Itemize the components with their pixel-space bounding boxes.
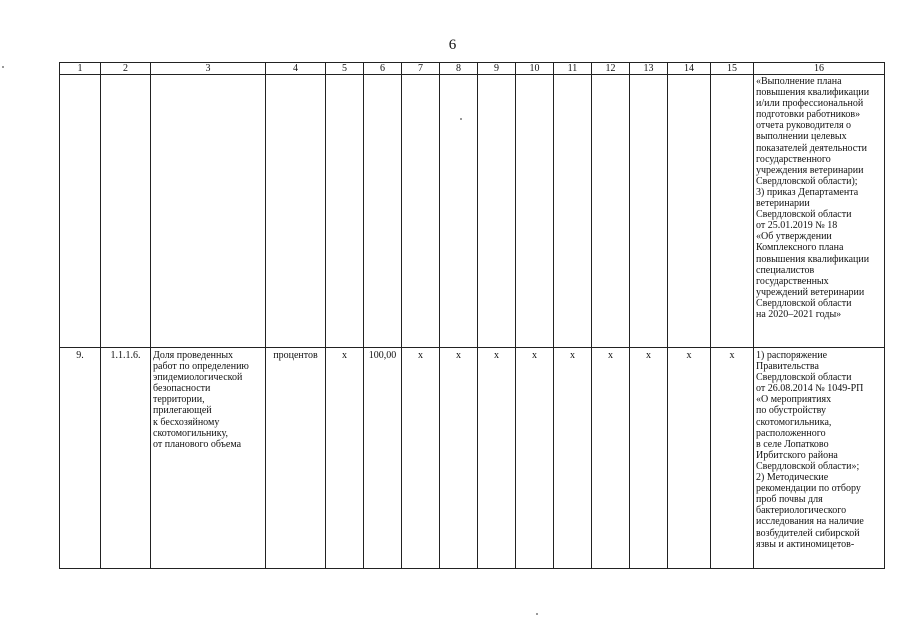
column-header: 11	[554, 63, 592, 75]
table-cell	[326, 75, 364, 348]
page-number: 6	[448, 37, 457, 53]
column-header: 16	[754, 63, 885, 75]
table-cell	[711, 75, 754, 348]
value-cell: x	[516, 348, 554, 569]
table-cell	[440, 75, 478, 348]
column-header: 7	[402, 63, 440, 75]
table-cell	[151, 75, 266, 348]
continuation-row	[60, 75, 885, 348]
column-header: 3	[151, 63, 266, 75]
table-cell	[60, 75, 101, 348]
table-cell	[592, 75, 630, 348]
column-header: 1	[60, 63, 101, 75]
unit-of-measure: процентов	[266, 348, 326, 569]
source-documents-cell: 1) распоряжение Правительства Свердловской области от 26.08.2014 № 1049-РП «О мероприятиях по обустройству скотомогильника, расположенного в селе Лопатково Ирбитского района Свердловской области»; 2) Методические рекомендации по отбору проб почвы для бактериологического исследования на наличие возбудителей сибирской язвы и актиномицетов-	[754, 348, 885, 569]
scan-speck	[536, 613, 538, 615]
value-cell: x	[402, 348, 440, 569]
table-cell	[101, 75, 151, 348]
column-header: 6	[364, 63, 402, 75]
column-header: 15	[711, 63, 754, 75]
row-number: 9.	[60, 348, 101, 569]
source-documents-cell: «Выполнение плана повышения квалификации и/или профессиональной подготовки работников» отчета руководителя о выполнении целевых показателей деятельности государственного учреждения ветеринарии Свердловской области); 3) приказ Департамента ветеринарии Свердловской области от 25.01.2019 № 18 «Об утверждении Комплексного плана повышения квалификации специалистов государственных учреждений ветеринарии Свердловской области на 2020–2021 годы»	[754, 75, 885, 348]
column-header: 4	[266, 63, 326, 75]
column-header: 10	[516, 63, 554, 75]
value-cell: x	[440, 348, 478, 569]
column-header: 14	[668, 63, 711, 75]
table-cell	[364, 75, 402, 348]
table-cell	[630, 75, 668, 348]
column-header: 13	[630, 63, 668, 75]
column-header: 8	[440, 63, 478, 75]
table-row	[60, 348, 885, 569]
value-cell: x	[478, 348, 516, 569]
table-cell	[516, 75, 554, 348]
indicator-name: Доля проведенных работ по определению эпидемиологической безопасности территории, прилегающей к бесхозяйному скотомогильнику, от планового объема	[151, 348, 266, 569]
table-cell	[478, 75, 516, 348]
value-cell: x	[592, 348, 630, 569]
column-header: 5	[326, 63, 364, 75]
scan-speck	[2, 66, 4, 68]
table-cell	[266, 75, 326, 348]
value-cell: x	[326, 348, 364, 569]
value-cell: x	[711, 348, 754, 569]
column-number-row	[60, 63, 885, 75]
value-cell: x	[554, 348, 592, 569]
table-cell	[402, 75, 440, 348]
column-header: 2	[101, 63, 151, 75]
column-header: 12	[592, 63, 630, 75]
column-header: 9	[478, 63, 516, 75]
table-cell	[668, 75, 711, 348]
indicators-table	[59, 62, 885, 569]
value-cell: x	[668, 348, 711, 569]
value-cell: x	[630, 348, 668, 569]
value-cell: 100,00	[364, 348, 402, 569]
table-cell	[554, 75, 592, 348]
indicator-code: 1.1.1.6.	[101, 348, 151, 569]
